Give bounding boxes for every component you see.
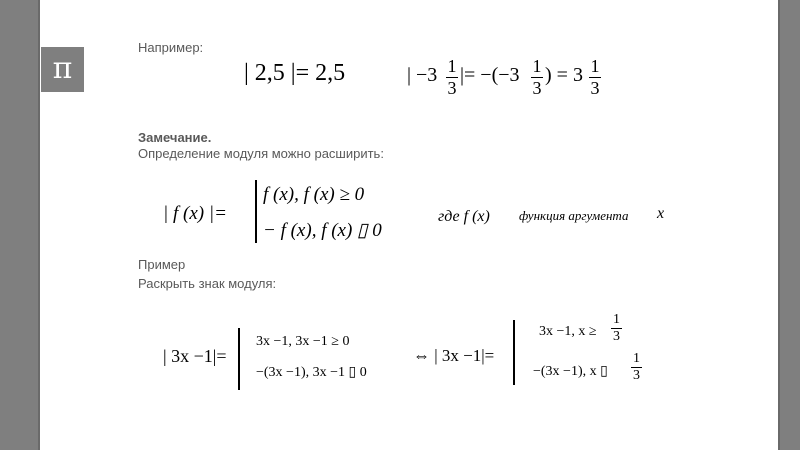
- fraction-3: [589, 56, 601, 99]
- remark-brace-bar: [255, 180, 257, 243]
- example2-title: Пример: [138, 257, 186, 272]
- example2-case-2: −(3x −1), 3x −1 ▯ 0: [256, 365, 367, 380]
- remark-function-of-argument: функция аргумента: [519, 208, 629, 223]
- remark-arg-x: x: [657, 205, 665, 222]
- rfrac1-num: 1: [613, 312, 620, 327]
- remark-lhs: | f (x) |=: [163, 203, 227, 224]
- example2-case-1: 3x −1, 3x −1 ≥ 0: [256, 334, 350, 349]
- example2-text: Раскрыть знак модуля:: [138, 276, 277, 291]
- rfrac2-den: 3: [633, 368, 640, 383]
- fraction-2-num: 1: [532, 56, 542, 76]
- left-sidebar-stripe: [38, 0, 40, 450]
- example-heading: Например:: [138, 40, 204, 55]
- formula-b-mid: |= −(−3: [460, 64, 520, 86]
- fraction-2-den: 3: [532, 78, 542, 98]
- example2-right-case-2: −(3x −1), x ▯: [533, 364, 608, 379]
- remark-title: Замечание.: [138, 130, 212, 145]
- rfrac1-den: 3: [613, 329, 620, 344]
- fraction-1-den: 3: [447, 78, 457, 98]
- fraction-2: [531, 56, 543, 99]
- formula-b-mid2: ) = 3: [545, 64, 583, 86]
- right-sidebar-stripe: [778, 0, 780, 450]
- fraction-1-num: 1: [447, 56, 457, 76]
- example2-equiv: ⇔ | 3x −1|=: [413, 346, 495, 365]
- remark-where: где f (x): [438, 208, 490, 225]
- remark-case-2: − f (x), f (x) ▯ 0: [263, 220, 382, 241]
- example2-lhs: | 3x −1|=: [163, 346, 227, 366]
- formula-abs-2-5: | 2,5 |= 2,5: [244, 60, 346, 86]
- fraction-3-num: 1: [590, 56, 600, 76]
- formula-b-left: | −3: [407, 64, 438, 86]
- example2-right-brace-bar: [513, 320, 515, 385]
- fraction-3-den: 3: [590, 78, 600, 98]
- pi-icon: π: [52, 51, 73, 86]
- example2-right-frac-1: [611, 312, 622, 345]
- rfrac2-num: 1: [633, 351, 640, 366]
- example2-brace-bar: [238, 328, 240, 390]
- fraction-1: [446, 56, 458, 99]
- remark-case-1: f (x), f (x) ≥ 0: [263, 184, 365, 205]
- pi-logo-tile: [41, 47, 84, 92]
- right-sidebar: [778, 0, 800, 450]
- left-sidebar: [0, 0, 40, 450]
- example2-right-case-1: 3x −1, x ≥: [539, 324, 597, 339]
- remark-text: Определение модуля можно расширить:: [138, 146, 384, 161]
- example2-right-frac-2: [631, 351, 642, 384]
